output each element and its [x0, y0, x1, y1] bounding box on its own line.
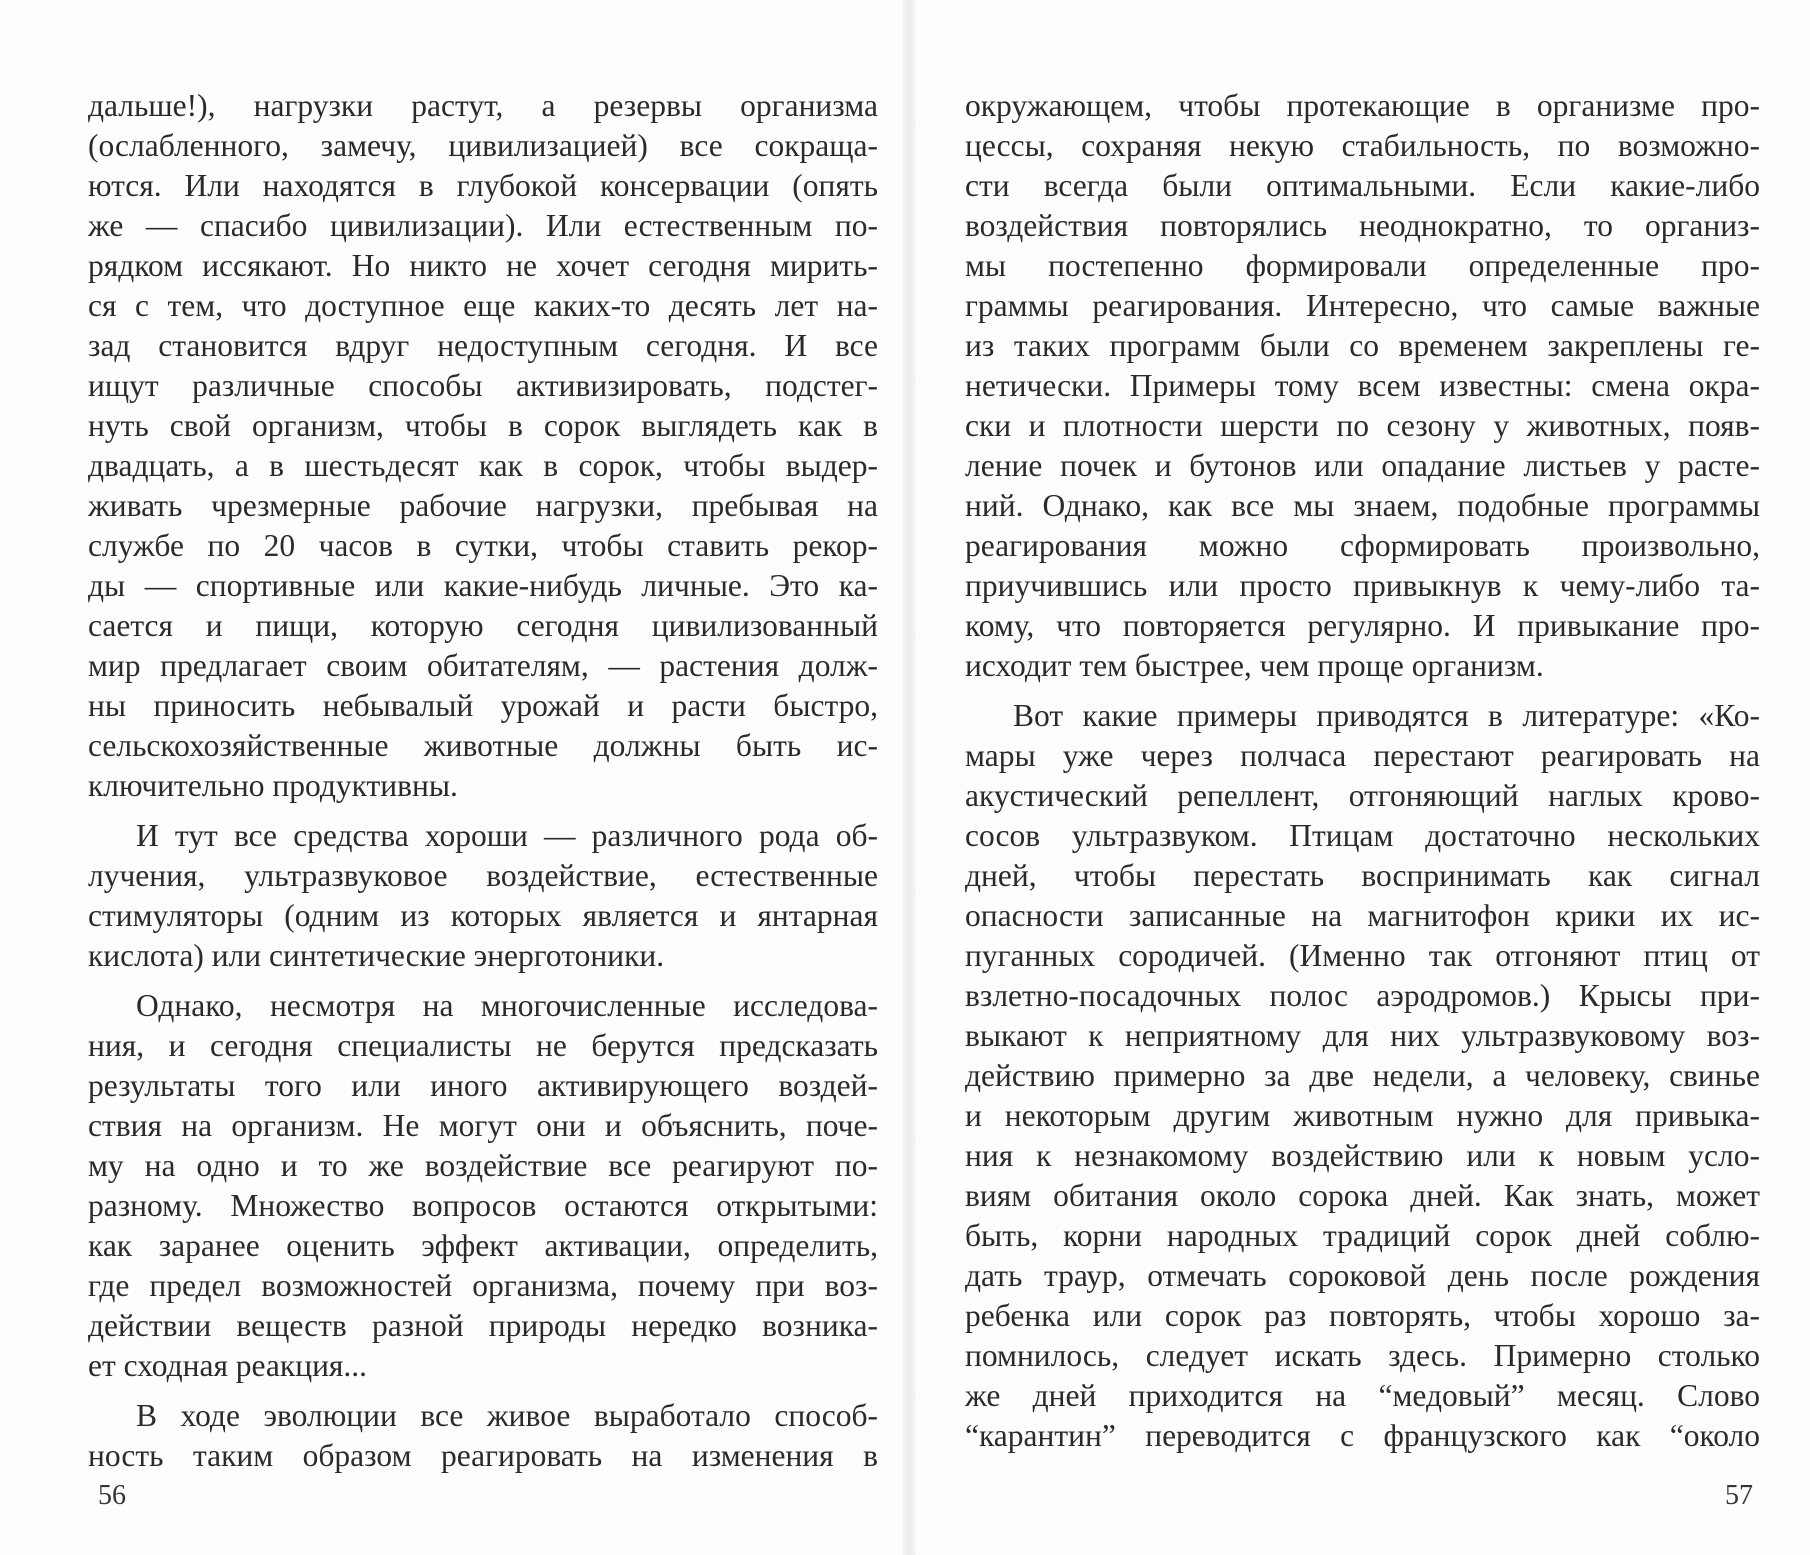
text-line: ность таким образом реагировать на изменения в: [88, 1438, 878, 1473]
text-line: кому, что повторяется регулярно. И привыкание про-: [965, 608, 1760, 643]
text-line: ды — спортивные или какие-нибудь личные. Это ка-: [88, 568, 878, 603]
text-line: и некоторым другим животным нужно для привыка-: [965, 1098, 1760, 1133]
text-line: действии веществ разной природы нередко возника-: [88, 1308, 878, 1343]
text-line: результаты того или иного активирующего воздей-: [88, 1068, 878, 1103]
text-line: стимуляторы (одним из которых является и янтарная: [88, 898, 878, 933]
text-line: пуганных сородичей. (Именно так отгоняют птиц от: [965, 938, 1760, 973]
text-line: ны приносить небывалый урожай и расти быстро,: [88, 688, 878, 723]
text-line: граммы реагирования. Интересно, что самые важные: [965, 288, 1760, 323]
text-line: окружающем, чтобы протекающие в организме про-: [965, 88, 1760, 123]
text-line: где предел возможностей организма, почему при воз-: [88, 1268, 878, 1303]
paragraph-first-line: В ходе эволюции все живое выработало способ-: [136, 1398, 878, 1433]
text-line: нуть свой организм, чтобы в сорок выглядеть как в: [88, 408, 878, 443]
text-line: воздействия повторялись неоднократно, то организ-: [965, 208, 1760, 243]
paragraph-first-line: И тут все средства хороши — различного рода об-: [136, 818, 878, 853]
text-line: ление почек и бутонов или опадание листьев у расте-: [965, 448, 1760, 483]
text-line: из таких программ были со временем закреплены ге-: [965, 328, 1760, 363]
text-line: сосов ультразвуком. Птицам достаточно нескольких: [965, 818, 1760, 853]
text-line: сти всегда были оптимальными. Если какие-либо: [965, 168, 1760, 203]
text-line: мир предлагает своим обитателям, — растения долж-: [88, 648, 878, 683]
text-line: ся с тем, что доступное еще каких-то десять лет на-: [88, 288, 878, 323]
text-line: ски и плотности шерсти по сезону у животных, появ-: [965, 408, 1760, 443]
page-number-right: 57: [1725, 1480, 1753, 1511]
text-line: ния к незнакомому воздействию или к новым усло-: [965, 1138, 1760, 1173]
text-line: как заранее оценить эффект активации, определить,: [88, 1228, 878, 1263]
text-line: живать чрезмерные рабочие нагрузки, пребывая на: [88, 488, 878, 523]
text-line: быть, корни народных традиций сорок дней соблю-: [965, 1218, 1760, 1253]
text-line: исходит тем быстрее, чем проще организм.: [965, 648, 1544, 683]
text-line: ния, и сегодня специалисты не берутся предсказать: [88, 1028, 878, 1063]
text-line: зад становится вдруг недоступным сегодня. И все: [88, 328, 878, 363]
text-line: же — спасибо цивилизации). Или естественным по-: [88, 208, 878, 243]
text-line: дать траур, отмечать сороковой день после рождения: [965, 1258, 1760, 1293]
text-line: ищут различные способы активизировать, подстег-: [88, 368, 878, 403]
text-line: мары уже через полчаса перестают реагировать на: [965, 738, 1760, 773]
text-line: лучения, ультразвуковое воздействие, естественные: [88, 858, 878, 893]
text-line: взлетно-посадочных полос аэродромов.) Крысы при-: [965, 978, 1760, 1013]
book-gutter: [902, 0, 916, 1555]
text-line: виям обитания около сорока дней. Как знать, может: [965, 1178, 1760, 1213]
text-line: разному. Множество вопросов остаются открытыми:: [88, 1188, 878, 1223]
text-line: ются. Или находятся в глубокой консервации (опять: [88, 168, 878, 203]
text-line: му на одно и то же воздействие все реагируют по-: [88, 1148, 878, 1183]
text-line: мы постепенно формировали определенные про-: [965, 248, 1760, 283]
text-line: реагирования можно сформировать произвольно,: [965, 528, 1760, 563]
text-line: дней, чтобы перестать воспринимать как сигнал: [965, 858, 1760, 893]
text-line: выкают к неприятному для них ультразвуковому воз-: [965, 1018, 1760, 1053]
paragraph-first-line: Вот какие примеры приводятся в литературе: «Ко-: [1013, 698, 1760, 733]
text-line: помнилось, следует искать здесь. Примерно столько: [965, 1338, 1760, 1373]
text-line: “карантин” переводится с французского как “около: [965, 1418, 1760, 1453]
text-line: нетически. Примеры тому всем известны: смена окра-: [965, 368, 1760, 403]
text-line: акустический репеллент, отгоняющий наглых крово-: [965, 778, 1760, 813]
text-line: ствия на организм. Не могут они и объяснить, поче-: [88, 1108, 878, 1143]
text-line: сельскохозяйственные животные должны быть ис-: [88, 728, 878, 763]
text-line: ний. Однако, как все мы знаем, подобные программы: [965, 488, 1760, 523]
text-line: цессы, сохраняя некую стабильность, по возможно-: [965, 128, 1760, 163]
text-line: приучившись или просто привыкнув к чему-либо та-: [965, 568, 1760, 603]
text-line: рядком иссякают. Но никто не хочет сегодня мирить-: [88, 248, 878, 283]
left-page-text: [88, 86, 878, 1476]
paragraph-first-line: Однако, несмотря на многочисленные исследова-: [136, 988, 878, 1023]
text-line: ребенка или сорок раз повторять, чтобы хорошо за-: [965, 1298, 1760, 1333]
text-line: ключительно продуктивны.: [88, 768, 458, 803]
text-line: действию примерно за две недели, а человеку, свинье: [965, 1058, 1760, 1093]
text-line: двадцать, а в шестьдесят как в сорок, чтобы выдер-: [88, 448, 878, 483]
page-number-left: 56: [98, 1480, 126, 1511]
text-line: опасности записанные на магнитофон крики их ис-: [965, 898, 1760, 933]
text-line: же дней приходится на “медовый” месяц. Слово: [965, 1378, 1760, 1413]
right-page-text: [965, 86, 1760, 1456]
text-line: дальше!), нагрузки растут, а резервы организма: [88, 88, 878, 123]
text-line: кислота) или синтетические энерготоники.: [88, 938, 665, 973]
text-line: сается и пищи, которую сегодня цивилизованный: [88, 608, 878, 643]
text-line: ет сходная реакция...: [88, 1348, 368, 1383]
text-line: службе по 20 часов в сутки, чтобы ставить рекор-: [88, 528, 878, 563]
text-line: (ослабленного, замечу, цивилизацией) все сокраща-: [88, 128, 878, 163]
